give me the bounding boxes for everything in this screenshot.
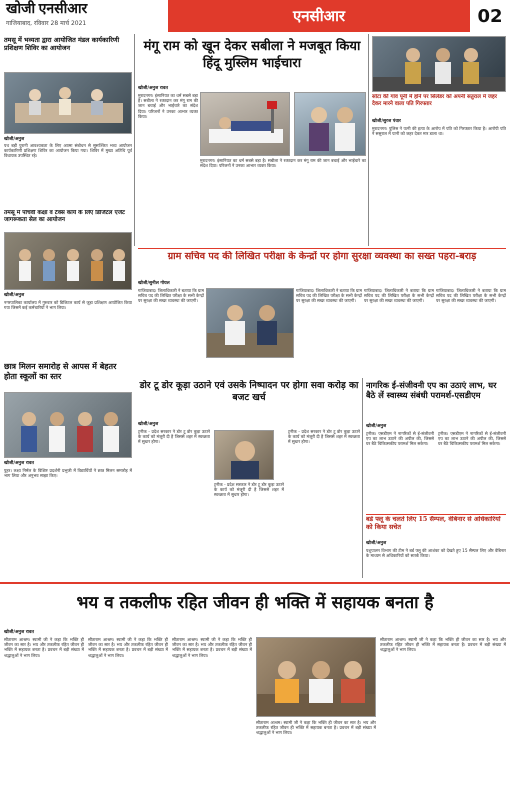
dor-photo xyxy=(214,430,274,480)
esanjeevani-headline: नागरिक ई-संजीवनी एप का उठाएं लाभ, घर बैठे लें स्वास्थ्य संबंधी परामर्श-एसडीएम xyxy=(366,380,497,401)
mid-headline: ग्राम सचिव पद की लिखित परीक्षा के केन्द्रों पर होगा सुरक्षा व्यवस्था का सख्त पहरा-बराड़ xyxy=(167,251,477,262)
section-rule xyxy=(138,248,506,249)
esanjeevani-body-col1: ट्रनीक। एसडीएम ने नागरिकों से ई-संजीवनी एप का लाभ उठाने की अपील की, जिससे घर बैठे चिकित्सकीय परामर्श मिल सकेगा। xyxy=(366,431,434,447)
top-right-body: मुरादनगर। पुलिस ने पत्नी की हत्या के आरोप में पति को गिरफ्तार किया है। आरोपी पति ने ससुराल में पत्नी को जहर देकर मार डाला था। xyxy=(372,126,506,137)
bottom-body-col5: सीताराम आश्रम। स्वामी जी ने कहा कि भक्ति ही जीवन का सार है। भय और तकलीफ रहित जीवन ही भक्ति में सहायक बनता है। प्रवचन में बड़ी संख्या में श्रद्धालुओं ने भाग लिया। xyxy=(380,637,506,653)
issue-date: गाजियाबाद, रविवार 28 मार्च 2021 xyxy=(6,20,87,27)
newspaper-logo: खोजी एनसीआर xyxy=(6,2,88,17)
top-left-photo xyxy=(4,72,132,134)
mid-photo xyxy=(206,288,294,358)
top-left-caption-box xyxy=(4,135,132,143)
esanjeevani-byline-box xyxy=(366,422,466,430)
left-story2-headline-box xyxy=(4,210,132,230)
left-story2-headline: तमसू में पाँचवी कक्षा व टेक्स कार्य के लिए डिजिटल एजेंट जागरूकता सेल का आयोजन xyxy=(4,210,125,223)
official-portrait-icon xyxy=(215,431,274,480)
mid-body-col5: गाजियाबाद। जिलाधिकारी ने बताया कि ग्राम सचिव पद की लिखित परीक्षा के सभी केन्द्रों पर सुरक्षा की सख्त व्यवस्था की जाएगी। xyxy=(436,288,506,304)
top-main-byline-box xyxy=(138,84,218,92)
bottom-headline: भय व तकलीफ रहित जीवन ही भक्ति में सहायक बनता है xyxy=(76,593,434,613)
top-right-headline: सोंटा की गांव पूनी में होने पर सिलेंडर को अपनी सतुराल में जहर देकर मारने वाला पति गिरफ्तार xyxy=(372,94,497,107)
masthead xyxy=(0,0,510,32)
students-photo-icon xyxy=(5,393,132,458)
bottom-byline: खोजी/अनुज रावत xyxy=(4,630,34,635)
left-story2-body: नगरपालिका कार्यालय में गुरुवार को डिजिटल कार्य से जुड़ा प्रशिक्षण आयोजित किया गया जिसमें कई कर्मचारियों ने भाग लिया। xyxy=(4,300,132,311)
dor-byline: खोजी/अनुज xyxy=(138,422,159,427)
top-left-body: पथ बड़ी पुरानी आवश्यकता के लिए आत्मा संबोधन से सुसज्जित भव्य आयोजन कार्यकारिणी प्रशिक्षण शिविर का आयोजन किया गया। शिविर में मुख्य अतिथि पूर्व विधायक उपस्थित रहे। xyxy=(4,143,132,159)
bird-flu-body: पशुपालन विभाग की टीम ने बर्ड फ्लू की आशंका को देखते हुए 15 सैम्पल लिए और वेबिनार के माध्यम से अधिकारियों को सतर्क किया। xyxy=(366,548,506,559)
mid-body-col1: गाजियाबाद। जिलाधिकारी ने बताया कि ग्राम सचिव पद की लिखित परीक्षा के सभी केन्द्रों पर सुरक्षा की सख्त व्यवस्था की जाएगी। xyxy=(138,288,204,304)
officials-photo-icon xyxy=(207,289,294,358)
esanjeevani-byline: खोजी/अनुज xyxy=(366,424,387,429)
bottom-rule xyxy=(0,582,510,584)
dor-body-col3: ट्रनीक - प्रदेश सरकार ने डोर टू डोर कूड़ा उठाने के कार्य को मंजूरी दी है जिससे शहर में स्वच्छता में सुधार होगा। xyxy=(288,429,360,445)
bottom-photo xyxy=(256,637,376,717)
mid-body-col4: गाजियाबाद। जिलाधिकारी ने बताया कि ग्राम सचिव पद की लिखित परीक्षा के सभी केन्द्रों पर सुरक्षा की सख्त व्यवस्था की जाएगी। xyxy=(364,288,434,304)
top-main-body: मुरादनगर। इंसानियत का धर्म सबसे बड़ा है। सबीला ने रक्तदान कर मंगू राम की जान बचाई और भाईचारे का संदेश दिया। परिजनों ने उनका आभार व्यक्त किया। xyxy=(138,93,198,119)
mid-body-col3: गाजियाबाद। जिलाधिकारी ने बताया कि ग्राम सचिव पद की लिखित परीक्षा के सभी केन्द्रों पर सुरक्षा की सख्त व्यवस्था की जाएगी। xyxy=(296,288,362,304)
top-main-byline: खोजी/अनुज रावत xyxy=(138,86,168,91)
hospital-bed-icon xyxy=(201,93,290,156)
left-story3-photo xyxy=(4,392,132,458)
esanjeevani-headline-box xyxy=(366,380,506,420)
top-left-caption: खोजी/अनुज xyxy=(4,137,25,142)
left-story2-photo xyxy=(4,232,132,290)
group-photo-icon xyxy=(5,233,132,290)
bird-flu-headline-box xyxy=(366,516,506,538)
bird-flu-headline: बर्ड फ्लू के चलते लिए 15 सैम्पल, वेबिनार से अधिकारियों को किया सचेत xyxy=(366,516,501,531)
top-left-headline: तमसू में भव्यता द्वारा आयोजित मंडल कार्यकारिणी प्रशिक्षण शिविर का आयोजन xyxy=(4,36,120,52)
people-icon xyxy=(295,93,366,156)
esanjeevani-body-col2: ट्रनीक। एसडीएम ने नागरिकों से ई-संजीवनी एप का लाभ उठाने की अपील की, जिससे घर बैठे चिकित्सकीय परामर्श मिल सकेगा। xyxy=(438,431,506,447)
top-right-byline-box xyxy=(372,117,506,125)
left-story3-caption: खोजी/अनुज रावत xyxy=(4,461,34,466)
page-number: 02 xyxy=(468,0,510,32)
bottom-body-col2: सीताराम आश्रम। स्वामी जी ने कहा कि भक्ति ही जीवन का सार है। भय और तकलीफ रहित जीवन ही भक्ति में सहायक बनता है। प्रवचन में बड़ी संख्या में श्रद्धालुओं ने भाग लिया। xyxy=(88,637,168,658)
top-left-headline-box xyxy=(4,36,132,72)
mid-byline: खोजी/सुनील गोयल xyxy=(138,281,170,286)
column-divider xyxy=(134,34,135,246)
left-story3-headline-box xyxy=(4,362,132,390)
bird-flu-byline: खोजी/अनुज xyxy=(366,541,387,546)
left-story3-headline: छात्र मिलन समारोह से आपस में बेहतर होता स्कूलों का स्तर xyxy=(4,362,117,381)
left-story3-body: पुहर। लक्ष्य निर्मल के विशिष्ट प्रदर्शनी प्रभुजी में विद्यार्थियों ने छात्र मिलन समारोह में भाग लिया और अनुभव साझा किए। xyxy=(4,468,132,479)
mid-headline-box xyxy=(138,251,506,277)
religious-gathering-icon xyxy=(257,638,376,717)
top-right-headline-box xyxy=(372,94,506,116)
dor-headline: डोर टू डोर कूड़ा उठाने एवं उसके निष्पादन पर होगा सवा करोड़ का बजट खर्च xyxy=(139,380,359,403)
dor-body-col2: ट्रनीक - प्रदेश सरकार ने डोर टू डोर कूड़ा उठाने के कार्य को मंजूरी दी है जिससे शहर में स्वच्छता में सुधार होगा। xyxy=(214,482,284,498)
dor-headline-box xyxy=(138,380,360,418)
masthead-logo-block xyxy=(0,0,170,32)
column-divider-3 xyxy=(362,378,363,578)
bottom-byline-box xyxy=(4,628,124,636)
meeting-photo-icon xyxy=(5,73,132,134)
top-main-headline-box xyxy=(138,38,366,82)
bottom-body-col1: सीताराम आश्रम। स्वामी जी ने कहा कि भक्ति ही जीवन का सार है। भय और तकलीफ रहित जीवन ही भक्ति में सहायक बनता है। प्रवचन में बड़ी संख्या में श्रद्धालुओं ने भाग लिया। xyxy=(4,637,84,658)
mid-byline-box xyxy=(138,279,258,287)
bird-flu-byline-box xyxy=(366,539,466,547)
left-story3-caption-box xyxy=(4,459,132,467)
top-right-byline: खोजी/सुरज पंवार xyxy=(372,119,401,124)
donor-photo xyxy=(294,92,366,156)
blood-donation-photo xyxy=(200,92,290,156)
top-main-body-cont: मुरादनगर। इंसानियत का धर्म सबसे बड़ा है। सबीला ने रक्तदान कर मंगू राम की जान बचाई और भाईचारे का संदेश दिया। परिजनों ने उनका आभार व्यक्त किया। xyxy=(200,158,366,169)
top-main-headline: मंगू राम को खून देकर सबीला ने मजबूत किया हिंदू मुस्लिम भाईचारा xyxy=(143,39,361,71)
bottom-body-col3: सीताराम आश्रम। स्वामी जी ने कहा कि भक्ति ही जीवन का सार है। भय और तकलीफ रहित जीवन ही भक्ति में सहायक बनता है। प्रवचन में बड़ी संख्या में श्रद्धालुओं ने भाग लिया। xyxy=(172,637,252,658)
bottom-headline-box xyxy=(4,586,506,626)
top-right-photo xyxy=(372,36,506,92)
police-arrest-icon xyxy=(373,37,506,92)
dor-body-col1: ट्रनीक - प्रदेश सरकार ने डोर टू डोर कूड़ा उठाने के कार्य को मंजूरी दी है जिससे शहर में स्वच्छता में सुधार होगा। xyxy=(138,429,210,445)
dor-byline-box xyxy=(138,420,238,428)
left-story2-caption: खोजी/अनुज xyxy=(4,293,25,298)
bottom-body-col4: सीताराम आश्रम। स्वामी जी ने कहा कि भक्ति ही जीवन का सार है। भय और तकलीफ रहित जीवन ही भक्ति में सहायक बनता है। प्रवचन में बड़ी संख्या में श्रद्धालुओं ने भाग लिया। xyxy=(256,720,376,736)
section-title: एनसीआर xyxy=(292,7,346,25)
bird-flu-rule xyxy=(366,514,506,515)
column-divider-2 xyxy=(368,34,369,246)
left-story2-caption-box xyxy=(4,291,132,299)
